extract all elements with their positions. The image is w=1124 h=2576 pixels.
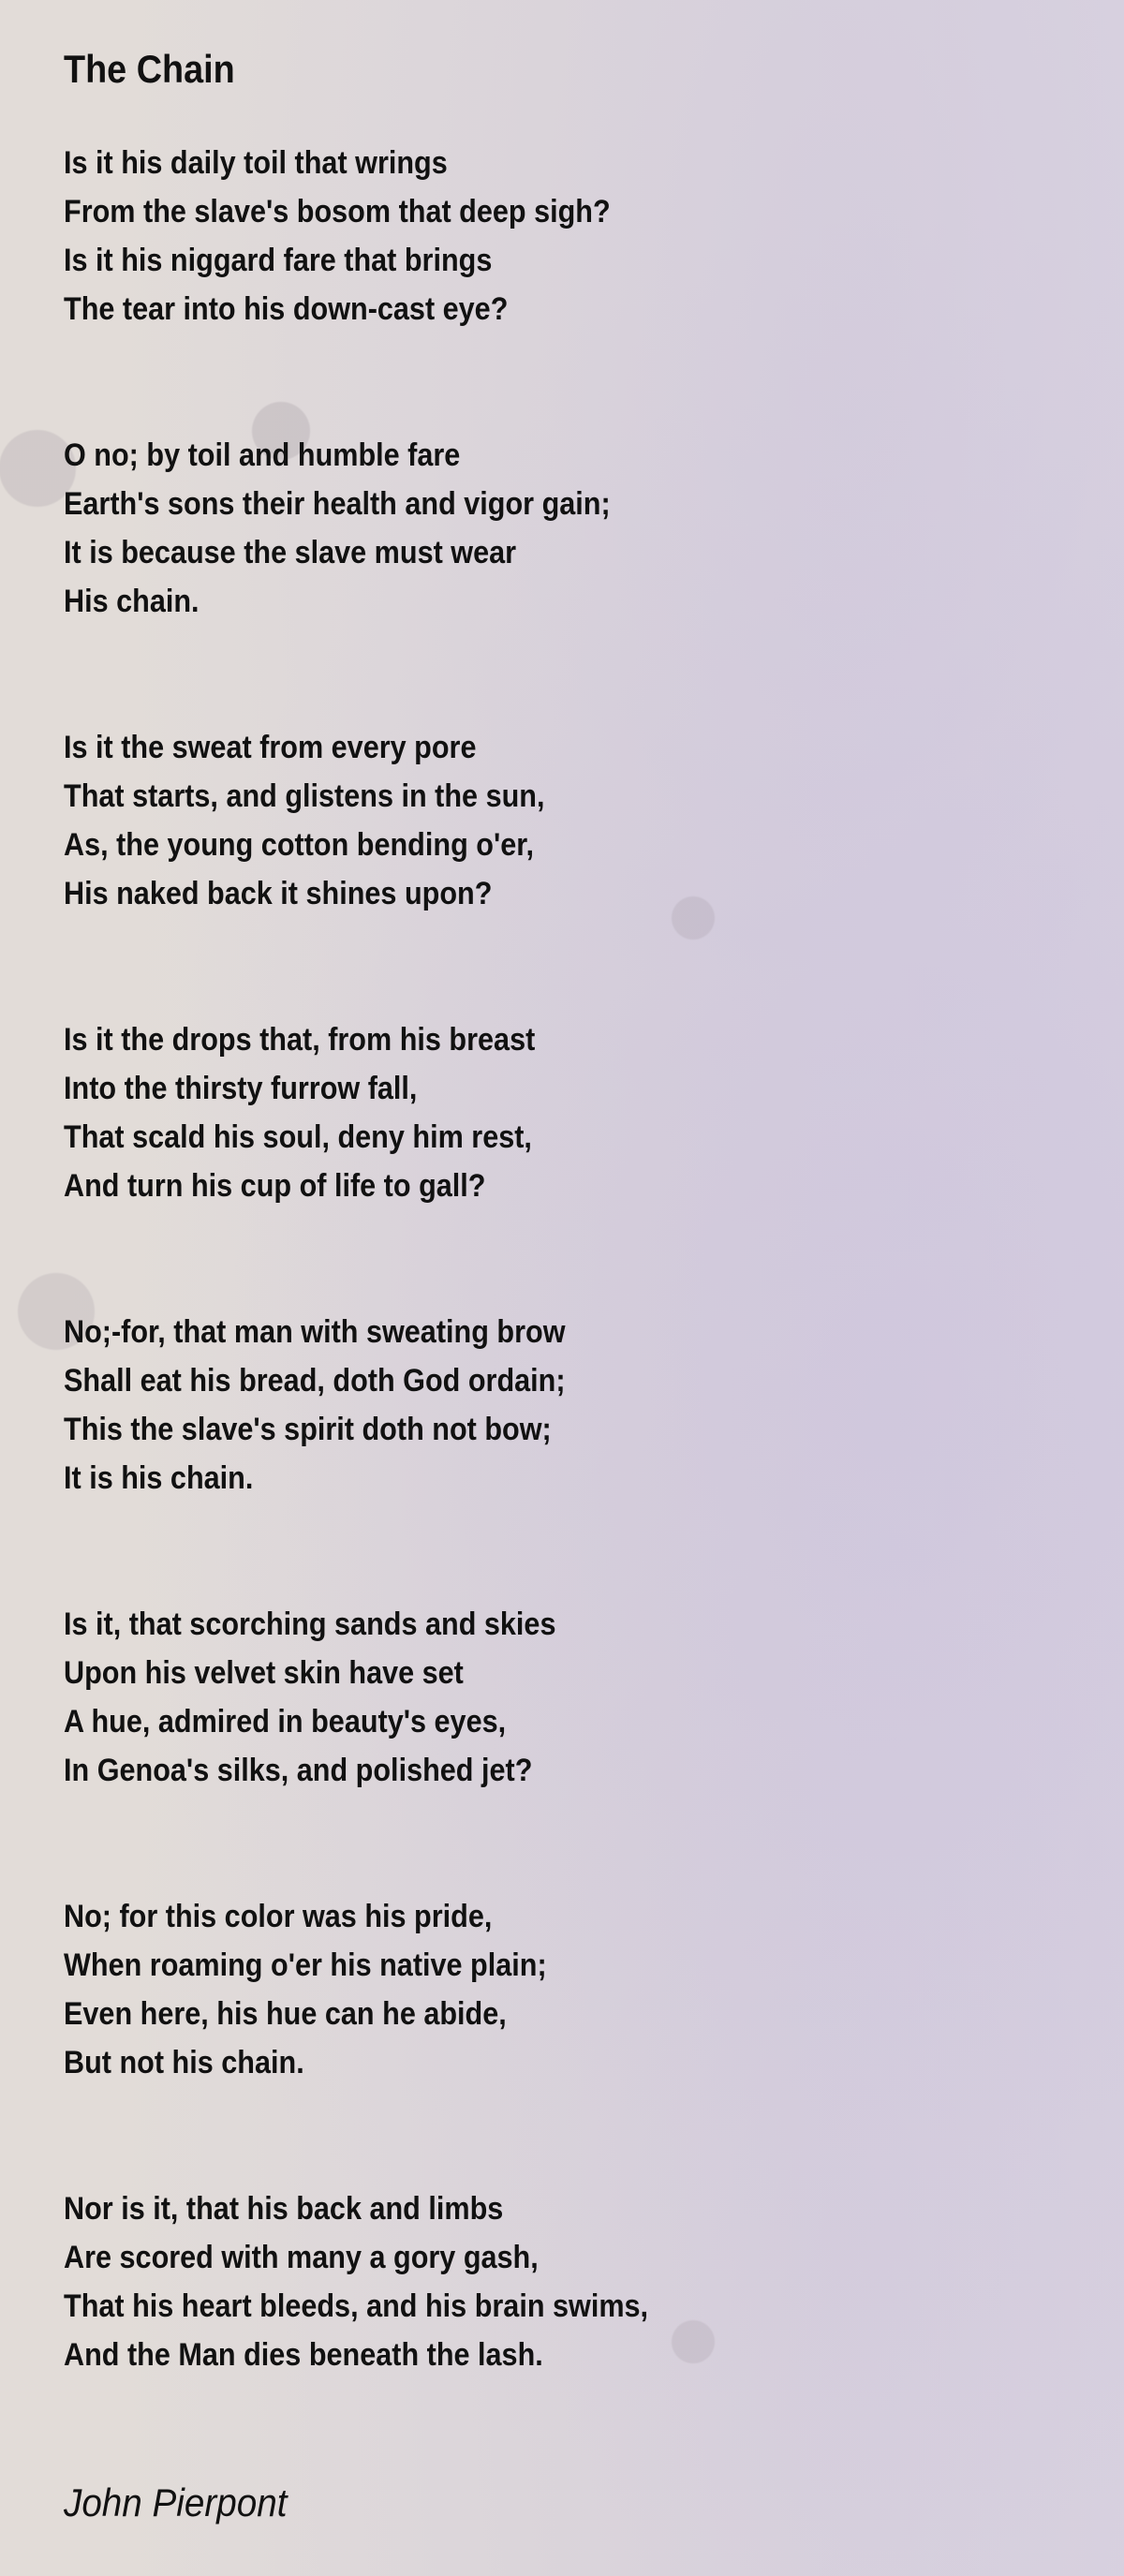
poem-body <box>64 139 648 2477</box>
poem-line: This the slave's spirit doth not bow; <box>64 1412 552 1447</box>
poem-line: But not his chain. <box>64 2045 304 2080</box>
poem-line: O no; by toil and humble fare <box>64 437 461 473</box>
poem-line: Even here, his hue can he abide, <box>64 1996 507 2032</box>
poem-line: Is it his niggard fare that brings <box>64 243 493 278</box>
poem-line: Are scored with many a gory gash, <box>64 2240 539 2275</box>
poem-line: That scald his soul, deny him rest, <box>64 1119 532 1155</box>
poem-line: Is it his daily toil that wrings <box>64 145 448 181</box>
poem-line: Nor is it, that his back and limbs <box>64 2191 504 2227</box>
poem-line: And the Man dies beneath the lash. <box>64 2337 543 2373</box>
poem-line: And turn his cup of life to gall? <box>64 1168 486 1204</box>
poem-line: In Genoa's silks, and polished jet? <box>64 1753 533 1788</box>
poem-line: Into the thirsty furrow fall, <box>64 1071 418 1106</box>
stanza <box>64 1892 648 2087</box>
poem-line: As, the young cotton bending o'er, <box>64 827 534 863</box>
stanza <box>64 1308 648 1503</box>
poem-line: When roaming o'er his native plain; <box>64 1947 547 1983</box>
poem-line: His chain. <box>64 584 200 619</box>
poem-line: It is his chain. <box>64 1460 254 1496</box>
poem-line: Upon his velvet skin have set <box>64 1655 464 1691</box>
poem-line: Is it, that scorching sands and skies <box>64 1606 556 1642</box>
poem-line: His naked back it shines upon? <box>64 876 493 911</box>
poem-line: No;-for, that man with sweating brow <box>64 1314 566 1350</box>
poem-line: That starts, and glistens in the sun, <box>64 778 545 814</box>
stanza <box>64 723 648 918</box>
poem-line: Is it the sweat from every pore <box>64 730 477 765</box>
stanza <box>64 1600 648 1795</box>
poem-title: The Chain <box>64 47 235 91</box>
poem-line: From the slave's bosom that deep sigh? <box>64 194 611 229</box>
poem-line: No; for this color was his pride, <box>64 1899 493 1934</box>
stanza <box>64 139 648 333</box>
stanza <box>64 2184 648 2379</box>
stanza <box>64 1015 648 1210</box>
poem-author: John Pierpont <box>64 2480 288 2524</box>
poem-line: It is because the slave must wear <box>64 535 517 570</box>
stanza <box>64 431 648 626</box>
poem-line: That his heart bleeds, and his brain swims, <box>64 2288 649 2324</box>
poem-line: Is it the drops that, from his breast <box>64 1022 536 1058</box>
poem-line: Shall eat his bread, doth God ordain; <box>64 1363 566 1399</box>
poem-line: Earth's sons their health and vigor gain; <box>64 486 611 522</box>
poem-line: A hue, admired in beauty's eyes, <box>64 1704 507 1740</box>
poem-line: The tear into his down-cast eye? <box>64 291 509 327</box>
